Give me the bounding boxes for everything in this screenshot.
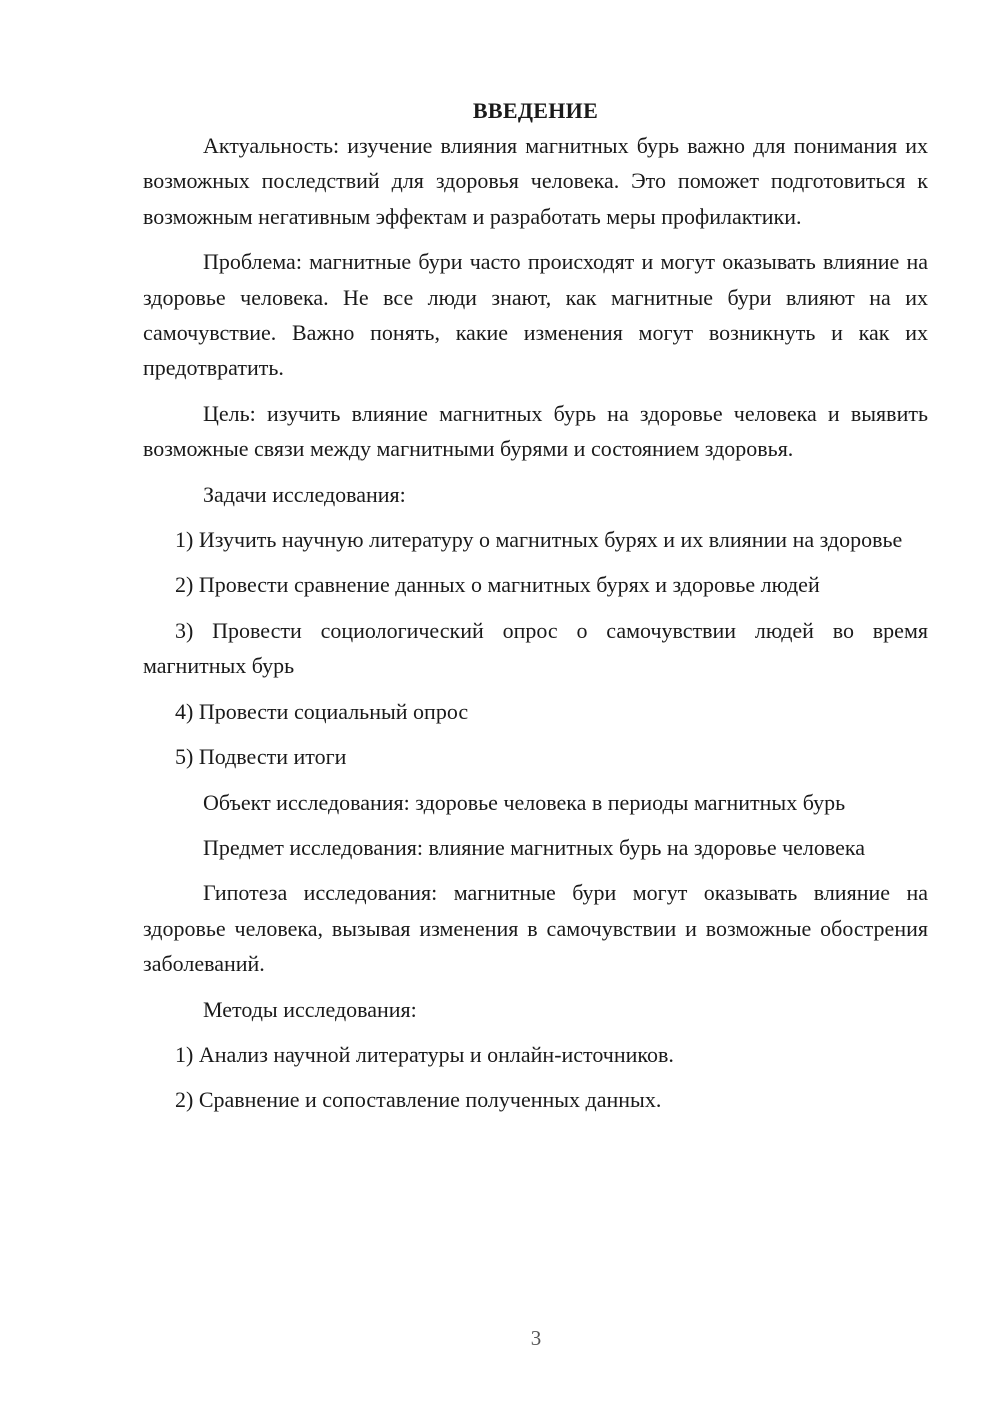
task-item-5: 5) Подвести итоги [175, 744, 347, 770]
paragraph-goal: Цель: изучить влияние магнитных бурь на здоровье человека и выявить возможные связи между магнитными бурями и состоянием здоровья. [143, 400, 928, 462]
paragraph-problem: Проблема: магнитные бури часто происходят и могут оказывать влияние на здоровье человека. Не все люди знают, как магнитные бури влияют на их самочувствие. Важно понять, какие изменения могут возникнуть и как их предотвратить. [143, 249, 928, 381]
task-item-1: 1) Изучить научную литературу о магнитных бурях и их влиянии на здоровье [175, 527, 903, 553]
document-body [143, 93, 928, 1128]
method-item-2: 2) Сравнение и сопоставление полученных данных. [175, 1087, 662, 1113]
task-item-4: 4) Провести социальный опрос [175, 698, 469, 724]
section-title: ВВЕДЕНИЕ [472, 98, 599, 123]
paragraph-subject: Предмет исследования: влияние магнитных бурь на здоровье человека [203, 834, 866, 860]
paragraph-relevance: Актуальность: изучение влияния магнитных бурь важно для понимания их возможных последствий для здоровья человека. Это поможет подготовиться к возможным негативным эффектам и разработать меры профилактики. [143, 133, 928, 229]
task-item-3: 3) Провести социологический опрос о самочувствии людей во время магнитных бурь [143, 617, 928, 679]
page-number: 3 [530, 1326, 542, 1350]
paragraph-hypothesis: Гипотеза исследования: магнитные бури могут оказывать влияние на здоровье человека, вызывая изменения в самочувствии и возможные обострения заболеваний. [143, 880, 928, 977]
paragraph-tasks-heading: Задачи исследования: [203, 481, 406, 507]
method-item-1: 1) Анализ научной литературы и онлайн-источников. [175, 1041, 674, 1067]
task-item-2: 2) Провести сравнение данных о магнитных бурях и здоровье людей [175, 572, 820, 598]
paragraph-object: Объект исследования: здоровье человека в периоды магнитных бурь [203, 789, 846, 815]
paragraph-methods-heading: Методы исследования: [203, 996, 417, 1022]
